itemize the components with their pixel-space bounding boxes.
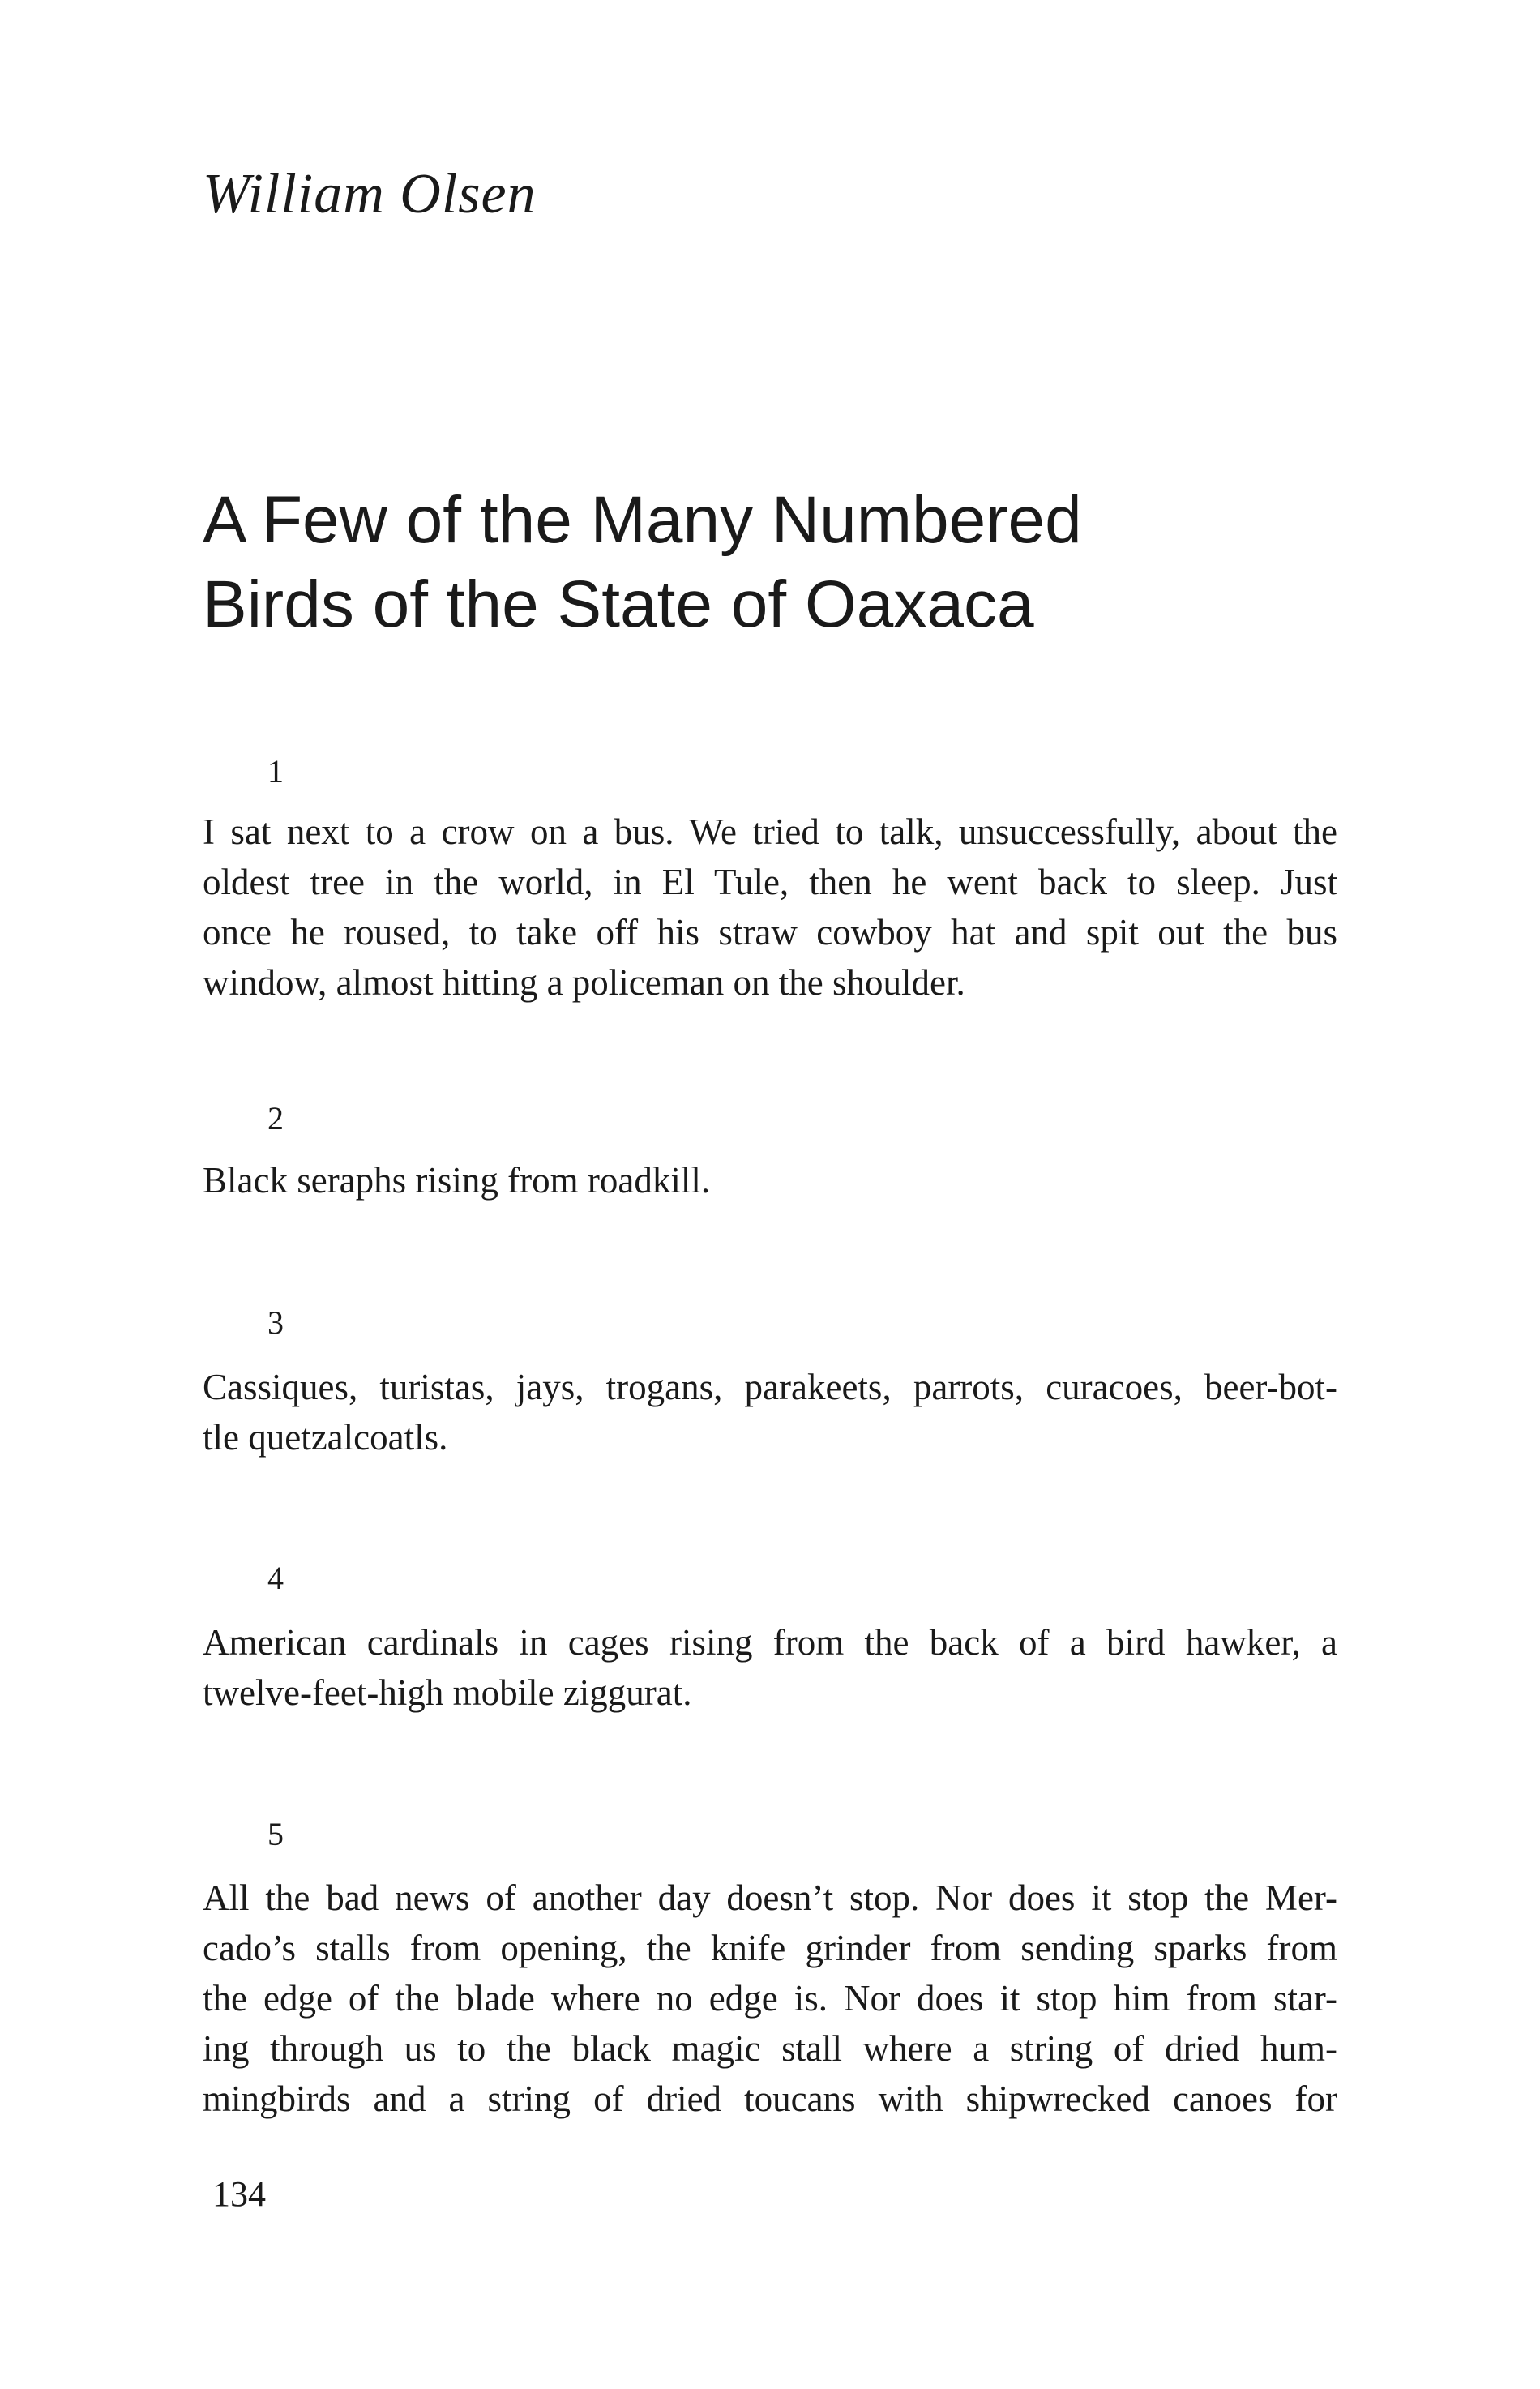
section-2-text xyxy=(203,1155,1337,1205)
section-5-line: All the bad news of another day doesn’t stop. Nor does it stop the Mer- xyxy=(203,1877,1337,1918)
section-5-text xyxy=(203,1873,1337,2124)
section-5-line: ing through us to the black magic stall where a string of dried hum- xyxy=(203,2028,1337,2069)
section-5-line: mingbirds and a string of dried toucans with shipwrecked canoes for xyxy=(203,2079,1337,2119)
poem-title-line-1: A Few of the Many Numbered xyxy=(203,483,1082,557)
section-4-text xyxy=(203,1617,1337,1718)
section-5-line: the edge of the blade where no edge is. Nor does it stop him from star- xyxy=(203,1978,1337,2019)
author-name: William Olsen xyxy=(203,163,537,225)
section-1-line: window, almost hitting a policeman on the shoulder. xyxy=(203,962,965,1003)
section-1-text xyxy=(203,807,1337,1008)
section-3-line: Cassiques, turistas, jays, trogans, parakeets, parrots, curacoes, beer-bot- xyxy=(203,1367,1337,1407)
section-2-line: Black seraphs rising from roadkill. xyxy=(203,1160,711,1201)
section-number-3: 3 xyxy=(267,1304,284,1341)
section-number-2: 2 xyxy=(267,1100,284,1137)
poem-title xyxy=(203,478,1082,647)
section-number-5: 5 xyxy=(267,1816,284,1852)
section-1-line: once he roused, to take off his straw cowboy hat and spit out the bus xyxy=(203,912,1337,953)
poem-title-line-2: Birds of the State of Oaxaca xyxy=(203,567,1034,641)
section-5-line: cado’s stalls from opening, the knife grinder from sending sparks from xyxy=(203,1928,1337,1968)
section-3-text xyxy=(203,1362,1337,1462)
section-4-line: American cardinals in cages rising from the back of a bird hawker, a xyxy=(203,1622,1337,1663)
section-3-line: tle quetzalcoatls. xyxy=(203,1417,448,1458)
section-1-line: oldest tree in the world, in El Tule, then he went back to sleep. Just xyxy=(203,862,1337,902)
section-number-4: 4 xyxy=(267,1560,284,1596)
page-number: 134 xyxy=(212,2174,266,2214)
section-4-line: twelve-feet-high mobile ziggurat. xyxy=(203,1672,692,1713)
section-number-1: 1 xyxy=(267,753,284,790)
section-1-line: I sat next to a crow on a bus. We tried to talk, unsuccessfully, about the xyxy=(203,811,1337,852)
